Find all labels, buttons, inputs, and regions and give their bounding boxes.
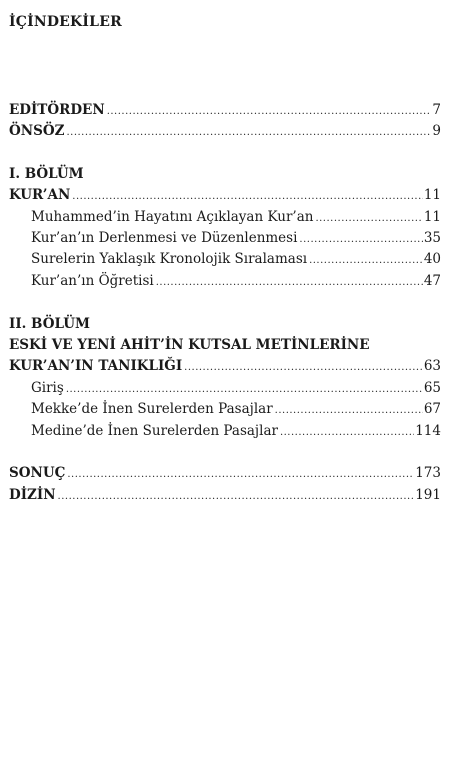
toc-page-number: 63	[423, 358, 441, 374]
toc-chapter-kuranin-tanikligi[interactable]	[9, 357, 441, 375]
toc-page-number: 173	[415, 465, 441, 481]
dot-leader	[72, 188, 423, 206]
dot-leader	[315, 210, 422, 228]
part-label: II. BÖLÜM	[9, 316, 90, 332]
toc-entry[interactable]	[31, 379, 441, 397]
toc-entry[interactable]	[31, 422, 441, 440]
toc-page-number: 35	[423, 230, 441, 246]
toc-entry-title: Medine’de İnen Surelerden Pasajlar	[31, 423, 278, 439]
dot-leader	[66, 381, 423, 399]
toc-page-number: 191	[415, 487, 441, 503]
toc-entry[interactable]	[31, 208, 441, 226]
dot-leader	[58, 488, 415, 506]
toc-chapter-kuran[interactable]	[9, 186, 441, 204]
dot-leader	[156, 274, 423, 292]
toc-entry-title: Giriş	[31, 380, 64, 396]
toc-entry-title: KUR’AN’IN TANIKLIĞI	[9, 358, 183, 374]
page-title: İÇİNDEKİLER	[9, 14, 122, 30]
toc-page-number: 9	[432, 123, 441, 139]
toc-entry-sonuc[interactable]	[9, 464, 441, 482]
chapter-title-line: ESKİ VE YENİ AHİT’İN KUTSAL METİNLERİNE	[9, 337, 370, 353]
toc-entry[interactable]	[31, 229, 441, 247]
dot-leader	[107, 103, 432, 121]
toc-page-number: 7	[432, 102, 441, 118]
toc-entry-editorden[interactable]	[9, 101, 441, 119]
toc-entry-title: Muhammed’in Hayatını Açıklayan Kur’an	[31, 209, 314, 225]
dot-leader	[299, 231, 422, 249]
toc-entry-title: ÖNSÖZ	[9, 123, 65, 139]
toc-entry-title: Kur’an’ın Öğretisi	[31, 273, 154, 289]
toc-entry[interactable]	[31, 272, 441, 290]
toc-entry-title: Mekke’de İnen Surelerden Pasajlar	[31, 401, 273, 417]
toc-page-number: 40	[423, 251, 441, 267]
toc-entry-dizin[interactable]	[9, 486, 441, 504]
toc-entry-onsoz[interactable]	[9, 122, 441, 140]
toc-entry[interactable]	[31, 250, 441, 268]
toc-entry-title: EDİTÖRDEN	[9, 102, 105, 118]
toc-entry-title: DİZİN	[9, 487, 56, 503]
toc-page-number: 11	[423, 209, 441, 225]
part-label: I. BÖLÜM	[9, 166, 84, 182]
toc-page-number: 114	[415, 423, 441, 439]
toc-entry-title: KUR’AN	[9, 187, 71, 203]
dot-leader	[66, 124, 431, 142]
toc-entry[interactable]	[31, 400, 441, 418]
toc-page-number: 11	[423, 187, 441, 203]
toc-entry-title: Surelerin Yaklaşık Kronolojik Sıralaması	[31, 251, 308, 267]
toc-page-number: 65	[423, 380, 441, 396]
toc-entry-title: Kur’an’ın Derlenmesi ve Düzenlenmesi	[31, 230, 298, 246]
toc-entry-title: SONUÇ	[9, 465, 66, 481]
dot-leader	[184, 359, 423, 377]
toc-page-number: 47	[423, 273, 441, 289]
dot-leader	[309, 252, 423, 270]
dot-leader	[275, 402, 423, 420]
dot-leader	[280, 424, 414, 442]
dot-leader	[67, 466, 414, 484]
toc-page-number: 67	[423, 401, 441, 417]
